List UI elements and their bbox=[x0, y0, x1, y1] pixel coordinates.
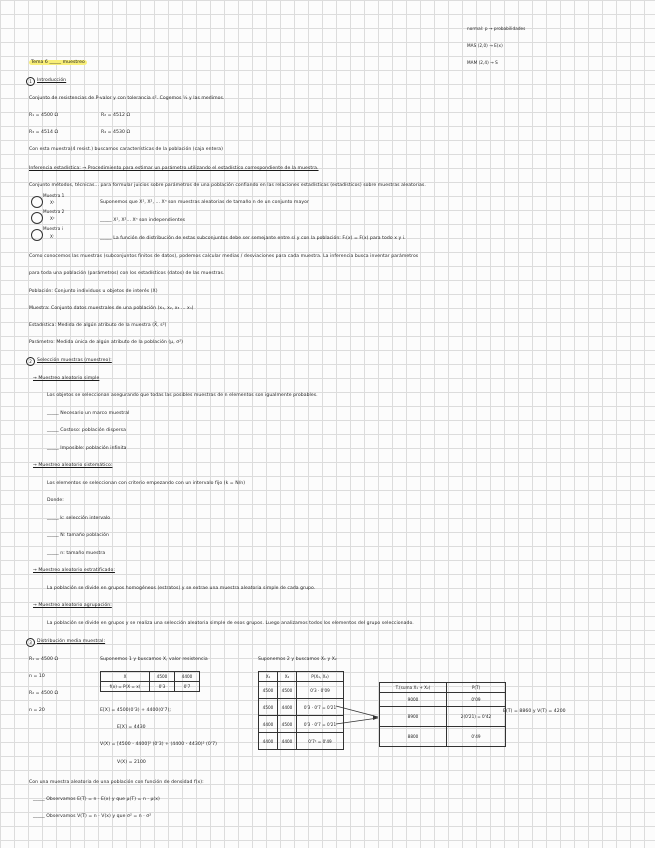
table-1-caption: Suponemos 1 y buscamos X, valor resistencia bbox=[100, 657, 208, 662]
table-cell: 8800 bbox=[380, 727, 447, 747]
sampling-simple-note-2: _____ Costoso: población dispersa bbox=[47, 428, 126, 433]
section-2-heading: Selección muestras (muestreo): bbox=[37, 358, 112, 363]
table-cell: 0'7 bbox=[175, 682, 200, 692]
sampling-simple-desc: Los objetos se seleccionan asegurando que todas las posibles muestras de n elementos son igualmente probables. bbox=[47, 393, 318, 398]
arrow-line-1 bbox=[336, 706, 378, 717]
s3-result: E(T) = 8860 y V(T) = 4200 bbox=[503, 709, 566, 714]
s1-r1: R₁ = 4500 Ω bbox=[29, 113, 59, 118]
sampling-systematic-donde: Donde: bbox=[47, 498, 64, 503]
sampling-systematic-N: _____ N: tamaño población bbox=[47, 533, 109, 538]
definition-muestra: Muestra: Conjunto datos muestrales de una población (x₁, x₂, x₃ ... xₙ) bbox=[29, 306, 194, 311]
sample-i-label: Muestra i bbox=[43, 226, 63, 231]
table-cell: 4500 bbox=[278, 716, 297, 733]
table-row bbox=[380, 727, 506, 747]
arrow-head bbox=[373, 715, 378, 720]
arrow-line-2 bbox=[336, 718, 378, 724]
table-cell: 2(0'21) = 0'42 bbox=[447, 707, 506, 727]
definition-estadistica: Estadística: Medida de algún atributo de la muestra (X̄, s²) bbox=[29, 323, 167, 328]
sampling-systematic-k: _____ k: selección intervalo bbox=[47, 516, 111, 521]
table-cell: 4400 bbox=[259, 733, 278, 750]
table-cell: 0'3 · 0'09 bbox=[297, 682, 344, 699]
s3-param-4: n = 20 bbox=[29, 708, 45, 713]
page-title-text: Tema 6 _____ muestreo bbox=[31, 60, 85, 65]
sampling-cluster-desc: La población se divide en grupos y se realiza una selección aleatoria simple de esos grupos. Luego analizamos todos los elementos del grupo seleccionado. bbox=[47, 621, 414, 626]
table-cell: 0'3 bbox=[150, 682, 175, 692]
header-note-2: MAS (2,0) → E(x) bbox=[467, 43, 503, 48]
sampling-systematic-heading: → Muestreo aleatorio sistemático: bbox=[33, 463, 113, 468]
table-cell: 4500 bbox=[259, 699, 278, 716]
table-cell: P(T) bbox=[447, 683, 506, 693]
s3-param-1: R₁ = 4500 Ω bbox=[29, 657, 59, 662]
table-cell: 0'09 bbox=[447, 693, 506, 707]
sampling-systematic-desc: Los elementos se seleccionan con criterio empezando con un intervalo fijo (k = N/n) bbox=[47, 481, 246, 486]
expectation-2: E[X] = 4430 bbox=[117, 725, 146, 730]
s1-line-4: Conjunto métodos, técnicas... para formular juicios sobre parámetros de una población confiando en las relaciones estadísticas (estadísticos) sobre muestras aleatorias. bbox=[29, 183, 426, 188]
table-cell: 9000 bbox=[380, 693, 447, 707]
s1-line-3: Inferencia estadística: → Procedimiento para estimar un parámetro utilizando el estadístico correspondiente de la muestra. bbox=[29, 166, 319, 171]
sample-1-var: X¹ bbox=[50, 200, 55, 205]
table-row bbox=[380, 693, 506, 707]
sampling-simple-heading: → Muestreo aleatorio simple bbox=[33, 376, 100, 381]
section-3-heading: Distribución media muestral: bbox=[37, 639, 106, 644]
table-row bbox=[380, 707, 506, 727]
sample-2-text: _____ X¹, X²... Xⁿ son independientes bbox=[100, 218, 186, 223]
s3-param-2: n = 10 bbox=[29, 674, 45, 679]
s1-r4: R₄ = 4530 Ω bbox=[101, 130, 131, 135]
section-2-number: 2 bbox=[26, 357, 35, 366]
s1-r3: R₃ = 4514 Ω bbox=[29, 130, 59, 135]
section-1-number: 1 bbox=[26, 77, 35, 86]
s1-line-1: Conjunto de resistencias de P-valor y con tolerancia s². Cogemos ½ y las medimos. bbox=[29, 96, 225, 101]
table-cell: 0'7² = 0'49 bbox=[297, 733, 344, 750]
table-cell: 4400 bbox=[278, 733, 297, 750]
table-cell: 4400 bbox=[278, 699, 297, 716]
table-cell: 4400 bbox=[259, 716, 278, 733]
table-cell: f(x) = P(X = x) bbox=[101, 682, 150, 692]
table-cell: 4500 bbox=[259, 682, 278, 699]
table-cell: 0'3 · 0'7 = 0'21 bbox=[297, 716, 344, 733]
table-cell: X₂ bbox=[278, 672, 297, 682]
s3-final-2: _____ Observamos E(T) = n · E(x) y que μ(T) = n · μ(x) bbox=[33, 797, 160, 802]
sample-i-var: Xⁱ bbox=[50, 234, 54, 239]
table-cell: 4400 bbox=[175, 672, 200, 682]
table-cell: 4500 bbox=[150, 672, 175, 682]
s3-final-3: _____ Observamos V(T) = n · V(x) y que σ² = n · σ² bbox=[33, 814, 152, 819]
table-cell: T.(suma X₁ + X₂) bbox=[380, 683, 447, 693]
table-row bbox=[380, 683, 506, 693]
sampling-simple-note-1: _____ Necesario un marco muestral bbox=[47, 411, 130, 416]
table-3 bbox=[379, 682, 506, 747]
sampling-stratified-desc: La población se divide en grupos homogéneos (estratos) y se extrae una muestra aleatoria simple de cada grupo. bbox=[47, 586, 316, 591]
header-note-1: normal: p → probabilidades bbox=[467, 26, 526, 31]
table-cell: 4500 bbox=[278, 682, 297, 699]
table-cell: 8900 bbox=[380, 707, 447, 727]
table-cell: X₁ bbox=[259, 672, 278, 682]
table-cell: X bbox=[101, 672, 150, 682]
table-cell: P(X₁, X₂) bbox=[297, 672, 344, 682]
definition-poblacion: Población: Conjunto individuos u objetos de interés (X) bbox=[29, 289, 158, 294]
sample-1-text: Suponemos que X¹, X², ... Xⁿ son muestras aleatorias de tamaño n de un conjunto mayor bbox=[100, 200, 309, 205]
table-cell: 0'49 bbox=[447, 727, 506, 747]
definition-parametro: Parámetro: Medida única de algún atributo de la población (μ, σ²) bbox=[29, 340, 183, 345]
variance-2: V(X) = 2100 bbox=[117, 760, 146, 765]
sampling-systematic-n: _____ n: tamaño muestra bbox=[47, 551, 106, 556]
s1-line-6: para toda una población (parámetros) con los estadísticos (datos) de las muestras. bbox=[29, 271, 225, 276]
s3-param-3: R₂ = 4500 Ω bbox=[29, 691, 59, 696]
s1-r2: R₂ = 4512 Ω bbox=[101, 113, 131, 118]
s1-line-2: Con esta muestra(4 resist.) buscamos características de la población (caja entera) bbox=[29, 147, 224, 152]
table-2-caption: Suponemos 2 y buscamos X₁ y X₂ bbox=[258, 657, 337, 662]
sampling-simple-note-3: _____ Imposible: población infinita bbox=[47, 446, 127, 451]
sample-2-label: Muestra 2 bbox=[43, 209, 65, 214]
table-cell: 0'3 · 0'7 = 0'21 bbox=[297, 699, 344, 716]
s1-line-5: Como conocemos las muestras (subconjuntos finitos de datos), podemos calcular medias / desviaciones para cada muestra. La inferencia busca inventar parámetros bbox=[29, 254, 419, 259]
sample-i-text: _____ La función de distribución de estas subconjuntos debe ser semejante entre sí y con la población: Fᵢ(x) = F(x) para todo x y i. bbox=[100, 236, 406, 241]
section-3-number: 3 bbox=[26, 638, 35, 647]
sampling-cluster-heading: → Muestreo aleatorio agrupación: bbox=[33, 603, 112, 608]
section-1-heading: Introducción bbox=[37, 78, 67, 83]
variance-1: V(X) = [4500 - 4400]² (0'3) + (4400 - 4430)² (0'7) bbox=[100, 742, 217, 747]
s3-final-1: Con una muestra aleatoria de una población con función de densidad f(x): bbox=[29, 780, 204, 785]
sampling-stratified-heading: → Muestreo aleatorio estratificado: bbox=[33, 568, 115, 573]
expectation-1: E[X] = 4500(0'3) + 4400(0'7); bbox=[100, 708, 171, 713]
sample-2-var: X² bbox=[50, 216, 55, 221]
sample-1-label: Muestra 1 bbox=[43, 193, 65, 198]
header-note-3: MAM (2,4) → S bbox=[467, 60, 498, 65]
